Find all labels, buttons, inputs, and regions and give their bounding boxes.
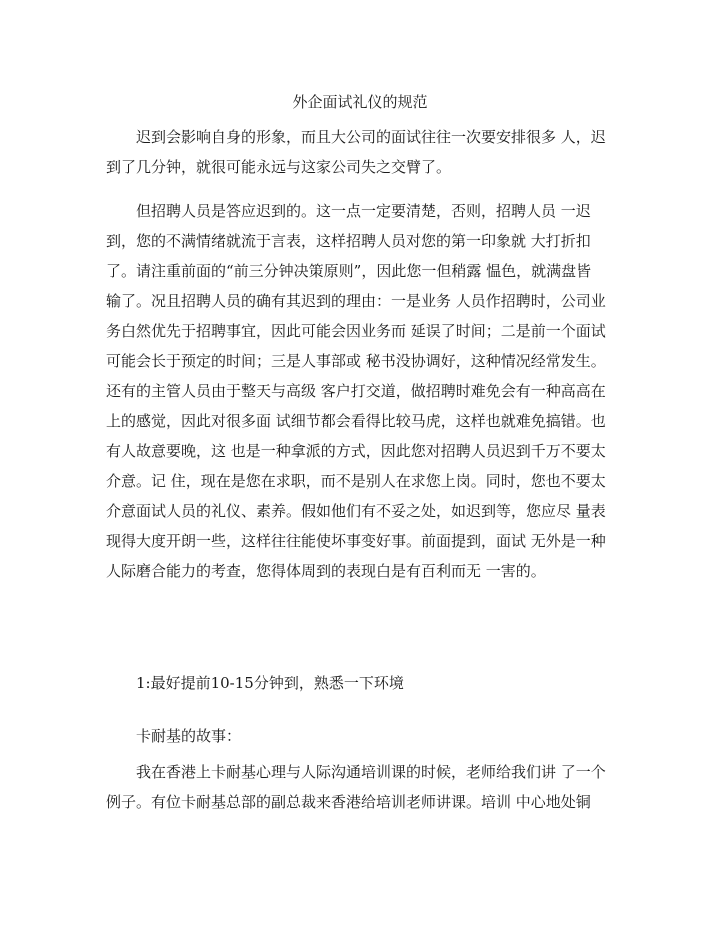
paragraph-interviewer-lateness: 但招聘人员是答应迟到的。这一点一定要清楚，否则，招聘人员 一迟到，您的不满情绪就流于言表，这样招聘人员对您的第一印象就 大打折扣了。请注重前面的“前三分钟决策原则”，因此您一但稍露 愠色，就满盘皆输了。况且招聘人员的确有其迟到的理由：一是业务 人员作招聘时，公司业务白然优先于招聘事宜，因此可能会因业务而 延误了时间；二是前一个面试可能会长于预定的时间；三是人事部或 秘书没协调好，这种情况经常发生。还有的主管人员由于整天与高级 客户打交道，做招聘时难免会有一种高高在上的感觉，因此对很多面 试细节都会看得比较马虎，这样也就难免搞错。也有人故意要晚，这 也是一种拿派的方式，因此您对招聘人员迟到千万不要太介意。记 住，现在是您在求职，而不是别人在求您上岗。同时，您也不要太介意面试人员的礼仪、素养。假如他们有不妥之处，如迟到等，您应尽 量表现得大度开朗一些，这样往往能使坏事变好事。前面提到，面试 无外是一种人际磨合能力的考查，您得体周到的表现白是有百利而无 一害的。 bbox=[106, 202, 606, 580]
document-title: 外企面试礼仪的规范 bbox=[292, 93, 428, 111]
paragraph-tip-arrive-early: 1:最好提前10-15分钟到，熟悉一下环境 bbox=[136, 674, 404, 692]
paragraph-carnegie-heading: 卡耐基的故事： bbox=[136, 727, 242, 745]
paragraph-lateness-impact: 迟到会影响自身的形象，而且大公司的面试往往一次要安排很多 人，迟到了几分钟，就很可能永远与这家公司失之交臂了。 bbox=[106, 128, 606, 176]
paragraph-carnegie-story: 我在香港上卡耐基心理与人际沟通培训课的时候，老师给我们讲 了一个例子。有位卡耐基总部的副总裁来香港给培训老师讲课。培训 中心地处铜 bbox=[106, 763, 606, 811]
